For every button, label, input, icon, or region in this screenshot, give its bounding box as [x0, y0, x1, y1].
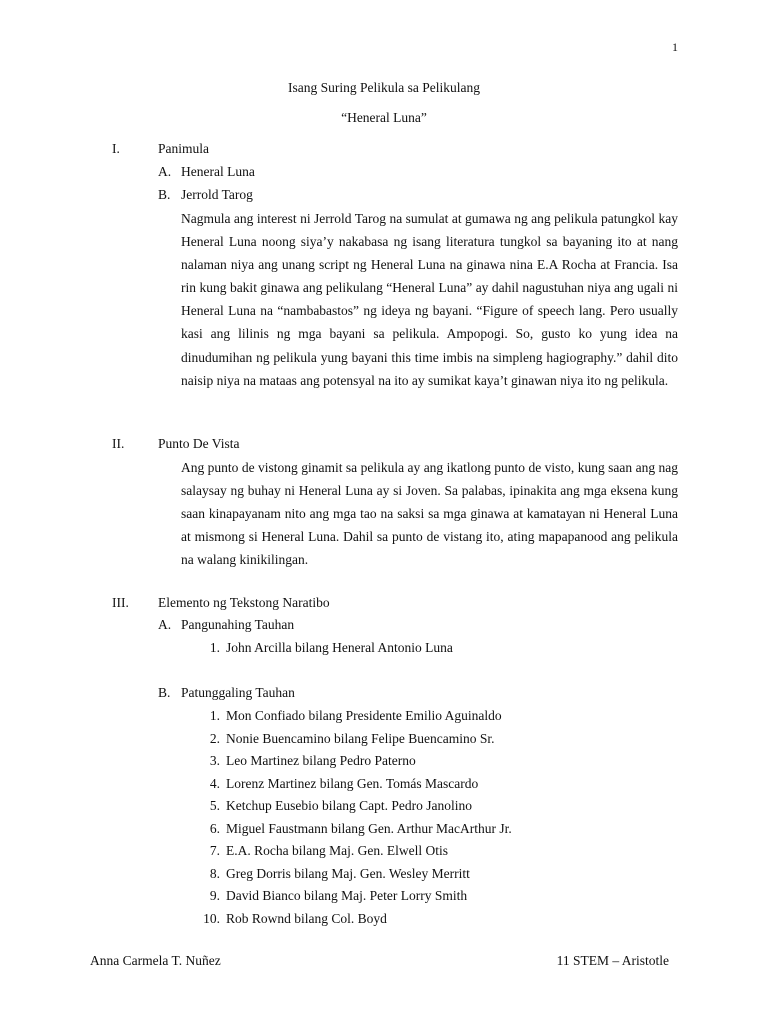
section-3-title: Elemento ng Tekstong Naratibo [158, 595, 330, 610]
section-1-sub-a-title: Heneral Luna [181, 164, 255, 179]
list-item-number: 7. [209, 843, 220, 858]
list-item-number: 2. [209, 731, 220, 746]
list-item: Nonie Buencamino bilang Felipe Buencamino Sr. [226, 731, 495, 746]
list-item: Ketchup Eusebio bilang Capt. Pedro Janolino [226, 798, 472, 813]
section-3-sub-b-title: Patunggaling Tauhan [181, 685, 295, 700]
section-1-title: Panimula [158, 141, 209, 156]
list-item: Lorenz Martinez bilang Gen. Tomás Mascardo [226, 776, 479, 791]
section-3-sub-b-letter: B. [158, 685, 171, 700]
list-item: Leo Martinez bilang Pedro Paterno [226, 753, 416, 768]
section-2-numeral: II. [112, 436, 125, 451]
section-1-sub-b-letter: B. [158, 187, 171, 202]
section-2-paragraph: Ang punto de vistong ginamit sa pelikula ay ang ikatlong punto de visto, kung saan ang nag salaysay ng buhay ni Heneral Luna ay si Joven. Sa palabas, ipinakita ang mga eksena kung saan kinapayanam nito ang mga tao na saksi sa mga ginawa at kamatayan ni Heneral Luna at mismong si Heneral Luna. Dahil sa punto de vistang ito, ating mapapanood ang pelikula na walang kinikilingan. [181, 460, 678, 568]
section-3-numeral: III. [112, 595, 129, 610]
list-item-number: 1. [209, 640, 220, 655]
footer-section: 11 STEM – Aristotle [556, 953, 669, 968]
section-3-sub-a-letter: A. [158, 617, 172, 632]
list-item-number: 4. [209, 776, 220, 791]
section-1-sub-b-title: Jerrold Tarog [181, 187, 253, 202]
list-item: Miguel Faustmann bilang Gen. Arthur MacArthur Jr. [226, 821, 512, 836]
list-item-number: 9. [209, 888, 220, 903]
list-item: Greg Dorris bilang Maj. Gen. Wesley Merritt [226, 866, 470, 881]
list-item-number: 10. [203, 911, 220, 926]
section-1-numeral: I. [112, 141, 120, 156]
footer-author: Anna Carmela T. Nuñez [90, 953, 221, 968]
list-item-number: 1. [209, 708, 220, 723]
film-title: “Heneral Luna” [341, 110, 427, 125]
document-title: Isang Suring Pelikula sa Pelikulang [288, 80, 480, 95]
list-item-number: 6. [209, 821, 220, 836]
section-1-sub-a-letter: A. [158, 164, 172, 179]
section-3-sub-a-title: Pangunahing Tauhan [181, 617, 295, 632]
section-2-title: Punto De Vista [158, 436, 240, 451]
list-item: E.A. Rocha bilang Maj. Gen. Elwell Otis [226, 843, 448, 858]
list-item: John Arcilla bilang Heneral Antonio Luna [226, 640, 453, 655]
list-item-number: 5. [209, 798, 220, 813]
list-item-number: 3. [209, 753, 220, 768]
page-number: 1 [672, 40, 678, 54]
list-item: Rob Rownd bilang Col. Boyd [226, 911, 387, 926]
list-item: Mon Confiado bilang Presidente Emilio Aguinaldo [226, 708, 502, 723]
section-1-paragraph: Nagmula ang interest ni Jerrold Tarog na sumulat at gumawa ng ang pelikula patungkol kay Heneral Luna noong siya’y nakabasa ng isang literatura tungkol sa bayaning ito at nang nalaman niya ang unang script ng Heneral Luna na ginawa nina E.A Rocha at Francia. Isa rin kung bakit ginawa ang pelikulang “Heneral Luna” ay dahil nagustuhan niya ang ugali ni Heneral Luna na “nambabastos” ng ideya ng bayani. “Figure of speech lang. Pero usually kasi ang lilinis ng mga bayani sa pelikula. Ampopogi. So, gusto ko yung idea na dinudumihan ng pelikula yung bayani this time imbis na simpleng hagiography.” dahil dito naisip niya na mataas ang potensyal na ito ay sumikat kaya’t ginawan niya ito ng pelikula. [181, 211, 678, 388]
list-item-number: 8. [209, 866, 220, 881]
list-item: David Bianco bilang Maj. Peter Lorry Smith [226, 888, 468, 903]
